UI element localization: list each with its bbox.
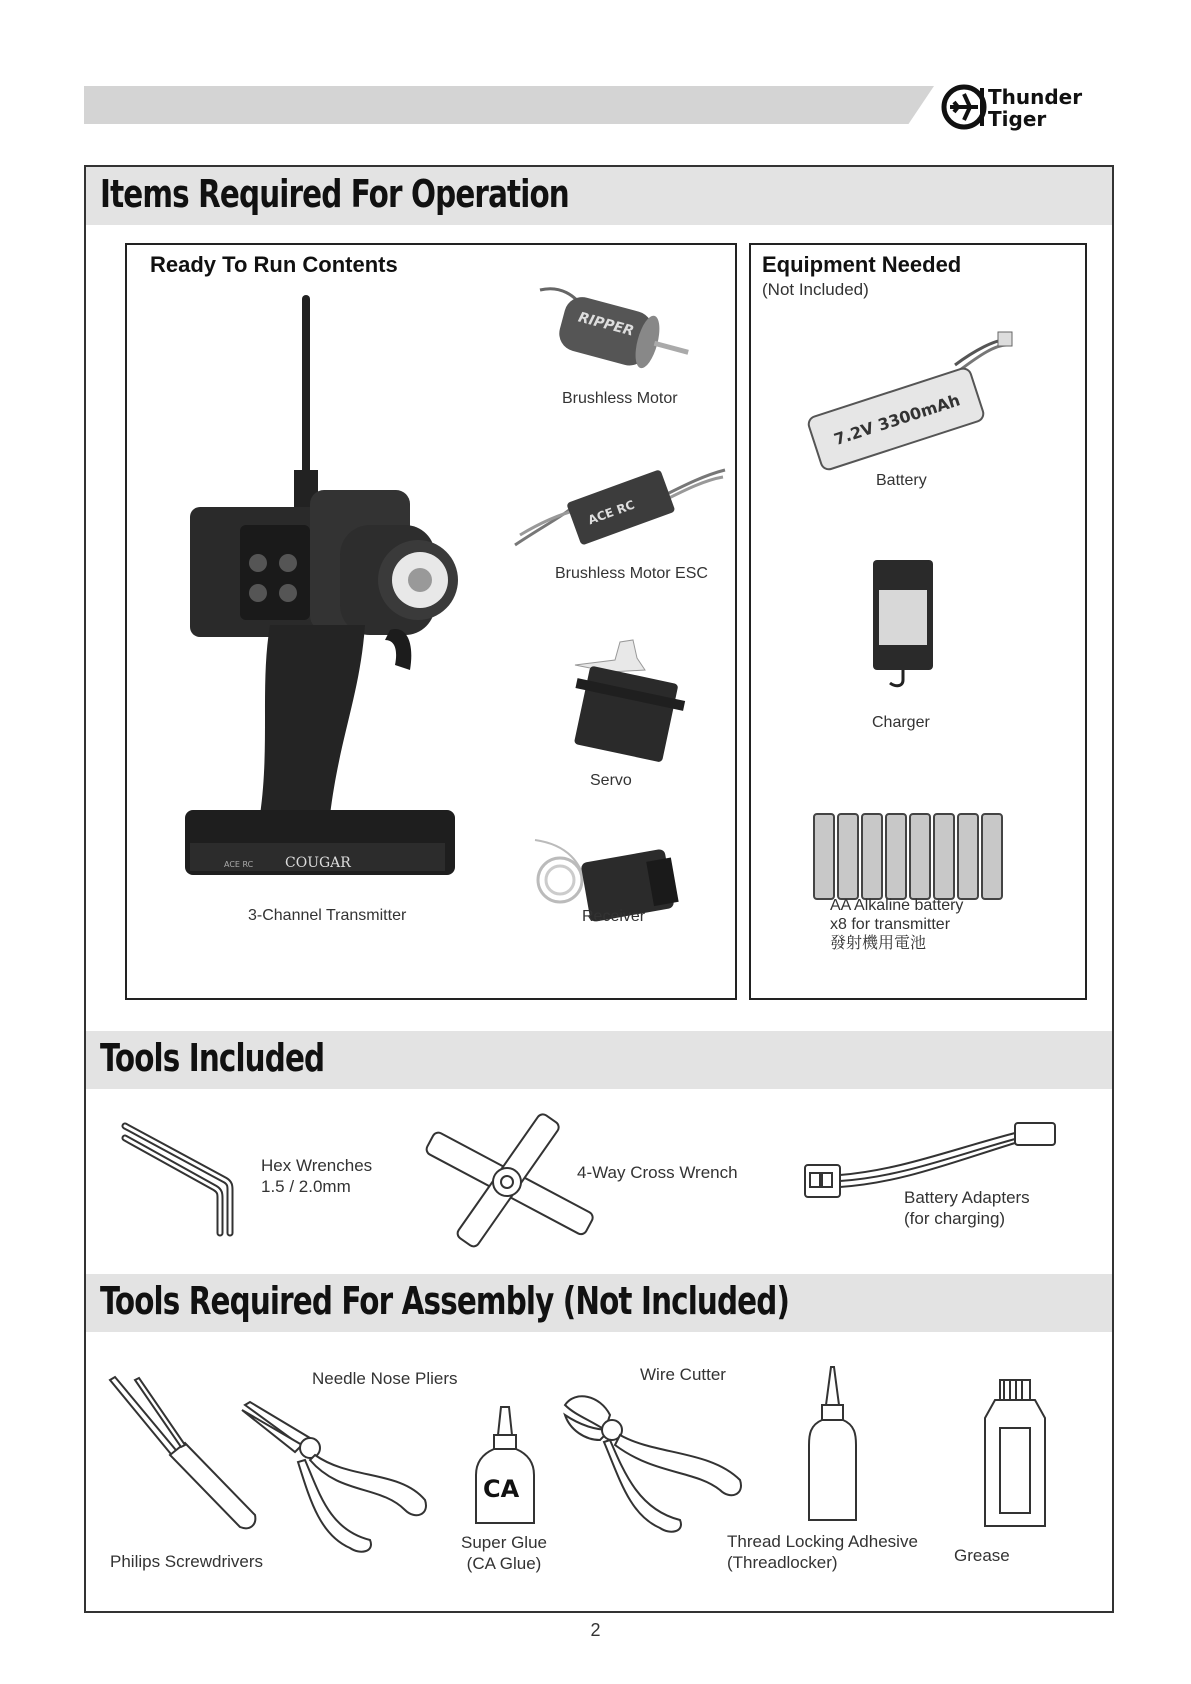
thread-line2: (Threadlocker) — [727, 1553, 838, 1572]
label-transmitter: 3-Channel Transmitter — [248, 907, 407, 924]
threadlocker-image — [805, 1365, 860, 1523]
equipment-subtitle: (Not Included) — [762, 280, 869, 299]
battery-print: 7.2V 3300mAh — [831, 390, 963, 449]
adapters-line2: (for charging) — [904, 1209, 1006, 1228]
adapters-line1: Battery Adapters — [904, 1188, 1030, 1207]
brand-logo — [940, 80, 1110, 134]
super-glue-image — [470, 1405, 540, 1530]
label-screwdrivers: Philips Screwdrivers — [110, 1552, 264, 1571]
label-hex-wrenches — [261, 1155, 372, 1197]
label-battery-adapters — [904, 1187, 1030, 1229]
aa-line3: 發射機用電池 — [830, 935, 927, 952]
thread-line1: Thread Locking Adhesive — [727, 1532, 918, 1551]
battery-image — [800, 330, 1020, 470]
needle-pliers-image — [240, 1400, 430, 1560]
esc-image — [515, 455, 725, 555]
section-title-tools-included: Tools Included — [100, 1036, 325, 1080]
label-charger: Charger — [872, 714, 930, 731]
grease-image — [980, 1378, 1050, 1528]
brand-line2: Tiger — [988, 107, 1047, 131]
label-cross-wrench: 4-Way Cross Wrench — [577, 1163, 738, 1182]
label-motor: Brushless Motor — [562, 390, 678, 407]
label-esc: Brushless Motor ESC — [555, 565, 708, 582]
glue-mark: CA — [483, 1475, 520, 1503]
section-title-operation: Items Required For Operation — [100, 172, 569, 216]
hex-wrenches-image — [120, 1118, 255, 1236]
label-servo: Servo — [590, 772, 632, 789]
brand-line1: Thunder — [988, 85, 1083, 109]
aa-line1: AA Alkaline battery — [830, 897, 964, 914]
label-receiver: Receiver — [582, 908, 646, 925]
tx-model-text: COUGAR — [285, 855, 351, 871]
hex-line1: Hex Wrenches — [261, 1156, 373, 1175]
label-wire-cutter: Wire Cutter — [640, 1365, 726, 1384]
page-number: 2 — [590, 1620, 601, 1640]
label-super-glue — [461, 1532, 547, 1574]
label-threadlocker — [727, 1531, 918, 1573]
esc-brand: ACE RC — [586, 497, 637, 528]
servo-image — [565, 630, 695, 770]
hex-line2: 1.5 / 2.0mm — [261, 1177, 351, 1196]
rtr-title: Ready To Run Contents — [150, 252, 398, 277]
header-bar — [84, 86, 934, 124]
wire-cutter-image — [560, 1390, 745, 1535]
aa-batteries-image — [812, 808, 1012, 903]
label-battery: Battery — [876, 472, 927, 489]
cross-wrench-image — [425, 1115, 590, 1245]
label-needle-pliers: Needle Nose Pliers — [312, 1369, 458, 1388]
tx-brand-text: ACE RC — [224, 860, 254, 869]
motor-image — [540, 285, 700, 385]
transmitter-image — [190, 295, 490, 905]
glue-line1: Super Glue — [461, 1533, 547, 1552]
section-title-tools-required: Tools Required For Assembly (Not Included) — [100, 1279, 790, 1323]
motor-brand: RIPPER — [576, 309, 636, 340]
charger-image — [865, 555, 945, 690]
equipment-title: Equipment Needed — [762, 252, 962, 277]
aa-line2: x8 for transmitter — [830, 916, 951, 933]
label-aa-batteries — [830, 896, 963, 953]
glue-line2: (CA Glue) — [466, 1554, 542, 1573]
label-grease: Grease — [954, 1546, 1010, 1565]
